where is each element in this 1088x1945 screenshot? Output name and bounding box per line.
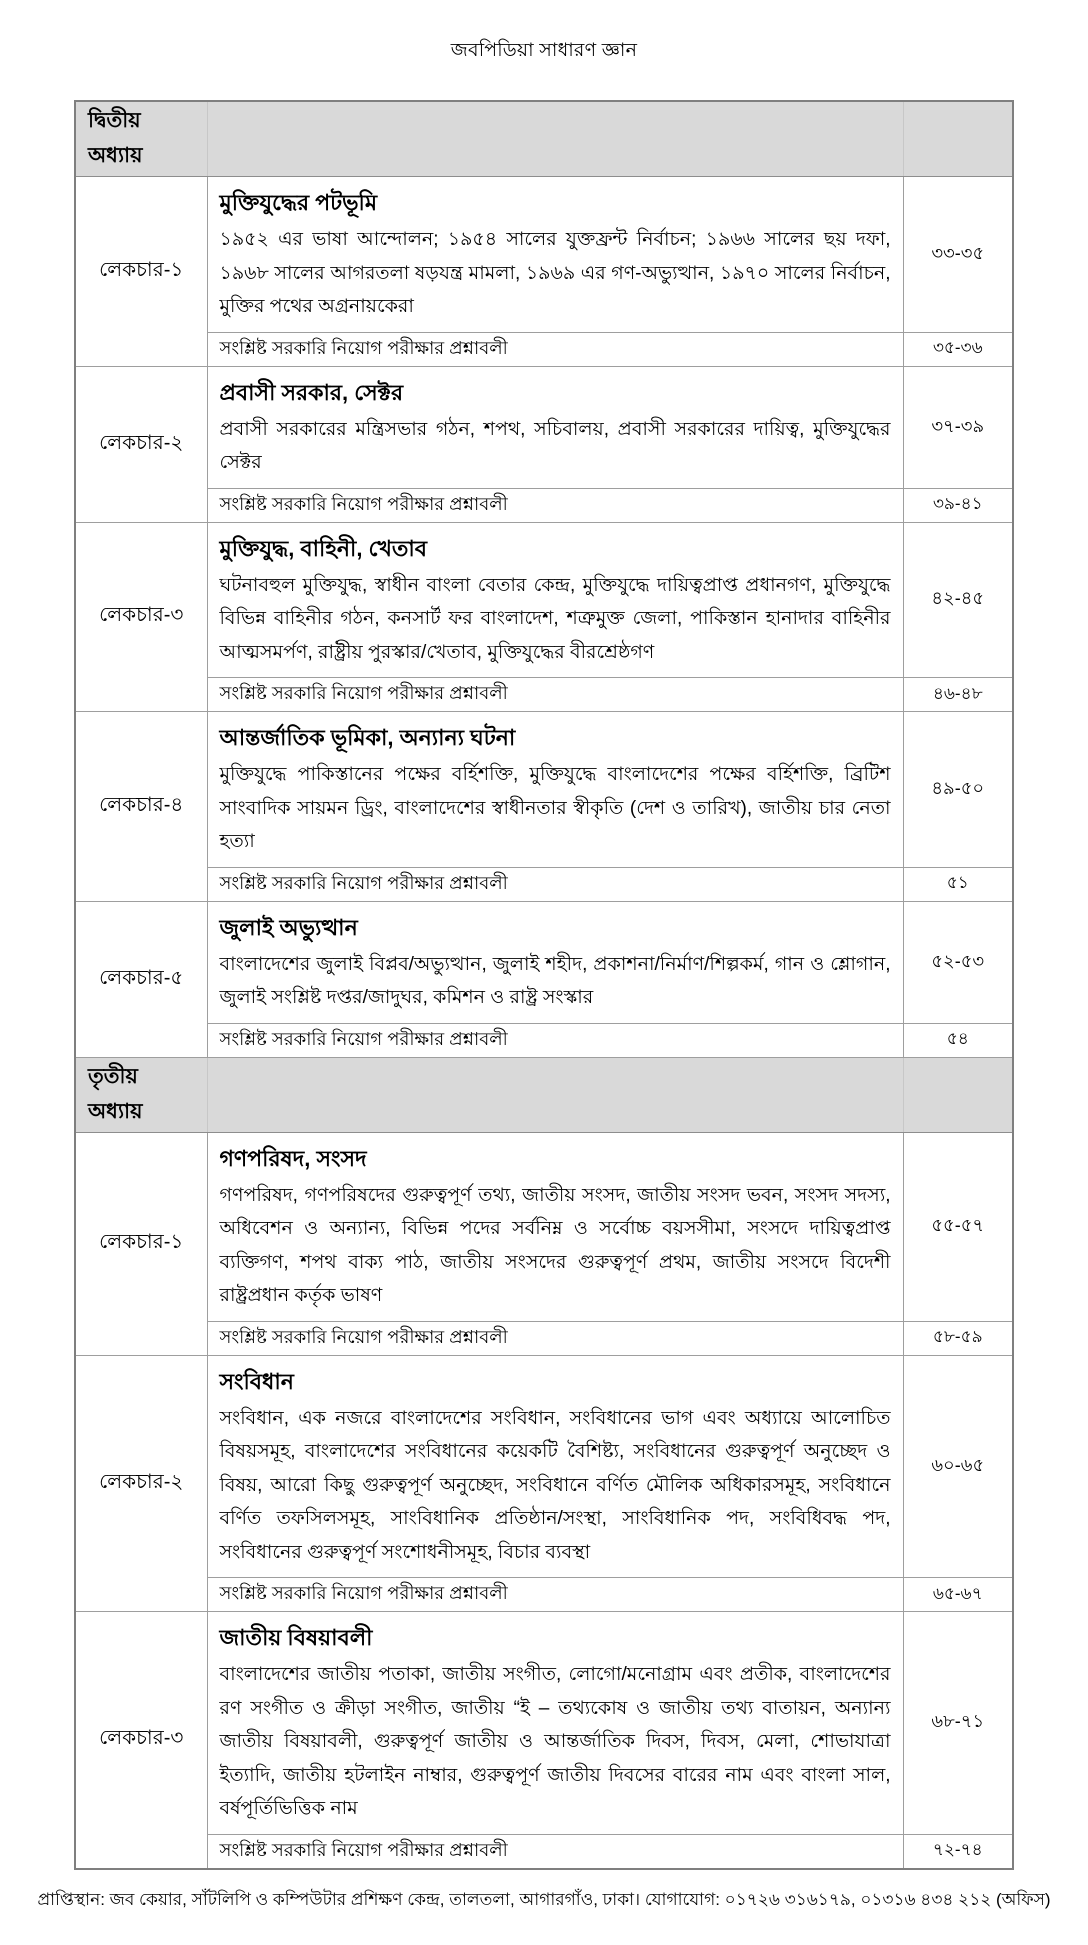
related-questions-label: সংশ্লিষ্ট সরকারি নিয়োগ পরীক্ষার প্রশ্নাবলী [207,1023,903,1057]
lecture-label: লেকচার-৫ [75,901,207,1057]
related-questions-label: সংশ্লিষ্ট সরকারি নিয়োগ পরীক্ষার প্রশ্নাবলী [207,1321,903,1355]
topic-cell [207,1612,903,1835]
related-page-range: ৪৬-৪৮ [903,678,1013,712]
related-questions-row [75,488,1013,522]
lecture-row [75,177,1013,333]
related-questions-label: সংশ্লিষ্ট সরকারি নিয়োগ পরীক্ষার প্রশ্নাবলী [207,678,903,712]
topic-description: বাংলাদেশের জাতীয় পতাকা, জাতীয় সংগীত, লোগো/মনোগ্রাম এবং প্রতীক, বাংলাদেশের রণ সংগীত ও ক্রীড়া সংগীত, জাতীয় “ই – তথ্যকোষ ও জাতীয় তথ্য বাতায়ন, অন্যান্য জাতীয় বিষয়াবলী, গুরুত্বপূর্ণ জাতীয় ও আন্তর্জাতিক দিবস, দিবস, মেলা, শোভাযাত্রা ইত্যাদি, জাতীয় হটলাইন নাম্বার, গুরুত্বপূর্ণ জাতীয় দিবসের বারের নাম এবং বাংলা সাল, বর্ষপূর্তিভিত্তিক নাম [219,1664,891,1819]
topic-cell [207,1355,903,1578]
chapter-title: দ্বিতীয় অধ্যায় [75,101,207,177]
lecture-row [75,712,1013,868]
lecture-label: লেকচার-৪ [75,712,207,902]
related-page-range: ৫৪ [903,1023,1013,1057]
related-questions-row [75,1834,1013,1869]
topic-description: প্রবাসী সরকারের মন্ত্রিসভার গঠন, শপথ, সচিবালয়, প্রবাসী সরকারের দায়িত্ব, মুক্তিযুদ্ধের সেক্টর [219,418,891,473]
topic-cell [207,712,903,868]
related-page-range: ৬৫-৬৭ [903,1578,1013,1612]
related-questions-label: সংশ্লিষ্ট সরকারি নিয়োগ পরীক্ষার প্রশ্নাবলী [207,332,903,366]
related-page-range: ৩৫-৩৬ [903,332,1013,366]
chapter-header-row [75,1057,1013,1132]
footer-note: প্রাপ্তিস্থান: জব কেয়ার, সাঁটলিপি ও কম্পিউটার প্রশিক্ষণ কেন্দ্র, তালতলা, আগারগাঁও, ঢাকা। যোগাযোগ: ০১৭২৬ ৩১৬১৭৯, ০১৩১৬ ৪৩৪ ২১২ (অফিস) [37,1889,1051,1909]
lecture-label: লেকচার-১ [75,1132,207,1355]
topic-title: প্রবাসী সরকার, সেক্টর [219,379,404,405]
related-page-range: ৫১ [903,867,1013,901]
lecture-row [75,1612,1013,1835]
topic-description: সংবিধান, এক নজরে বাংলাদেশের সংবিধান, সংবিধানের ভাগ এবং অধ্যায়ে আলোচিত বিষয়সমূহ, বাংলাদেশের সংবিধানের কয়েকটি বৈশিষ্ট্য, সংবিধানের গুরুত্বপূর্ণ অনুচ্ছেদ ও বিষয়, আরো কিছু গুরুত্বপূর্ণ অনুচ্ছেদ, সংবিধানে বর্ণিত মৌলিক অধিকারসমূহ, সংবিধানে বর্ণিত তফসিলসমূহ, সাংবিধানিক প্রতিষ্ঠান/সংস্থা, সাংবিধানিক পদ, সংবিধিবদ্ধ পদ, সংবিধানের গুরুত্বপূর্ণ সংশোধনীসমূহ, বিচার ব্যবস্থা [219,1407,891,1563]
topic-description: মুক্তিযুদ্ধে পাকিস্তানের পক্ষের বর্হিশক্তি, মুক্তিযুদ্ধে বাংলাদেশের পক্ষের বর্হিশক্তি, ব্রিটিশ সাংবাদিক সায়মন ড্রিং, বাংলাদেশের স্বাধীনতার স্বীকৃতি (দেশ ও তারিখ), জাতীয় চার নেতা হত্যা [219,764,891,852]
related-questions-label: সংশ্লিষ্ট সরকারি নিয়োগ পরীক্ষার প্রশ্নাবলী [207,1834,903,1869]
topic-title: সংবিধান [219,1368,294,1394]
page-range: ৫৫-৫৭ [903,1132,1013,1321]
topic-cell [207,177,903,333]
lecture-label: লেকচার-১ [75,177,207,367]
topic-title: জাতীয় বিষয়াবলী [219,1625,373,1650]
related-questions-row [75,1023,1013,1057]
topic-description: গণপরিষদ, গণপরিষদের গুরুত্বপূর্ণ তথ্য, জাতীয় সংসদ, জাতীয় সংসদ ভবন, সংসদ সদস্য, অধিবেশন ও অন্যান্য, বিভিন্ন পদের সর্বনিম্ন ও সর্বোচ্চ বয়সসীমা, সংসদে দায়িত্বপ্রাপ্ত ব্যক্তিগণ, শপথ বাক্য পাঠ, জাতীয় সংসদের গুরুত্বপূর্ণ প্রথম, জাতীয় সংসদে বিদেশী রাষ্ট্রপ্রধান কর্তৃক ভাষণ [219,1184,891,1306]
lecture-label: লেকচার-৩ [75,522,207,712]
chapter-header-spacer [207,1057,903,1132]
lecture-label: লেকচার-২ [75,366,207,522]
lecture-row [75,522,1013,678]
related-page-range: ৫৮-৫৯ [903,1321,1013,1355]
chapter-header-row [75,101,1013,177]
related-questions-label: সংশ্লিষ্ট সরকারি নিয়োগ পরীক্ষার প্রশ্নাবলী [207,488,903,522]
related-questions-label: সংশ্লিষ্ট সরকারি নিয়োগ পরীক্ষার প্রশ্নাবলী [207,867,903,901]
related-page-range: ৩৯-৪১ [903,488,1013,522]
related-page-range: ৭২-৭৪ [903,1834,1013,1869]
topic-cell [207,901,903,1023]
page-range: ৩৭-৩৯ [903,366,1013,488]
chapter-header-spacer [903,1057,1013,1132]
page-range: ৬৮-৭১ [903,1612,1013,1835]
lecture-label: লেকচার-৩ [75,1612,207,1869]
topic-title: জুলাই অভ্যুত্থান [219,914,358,940]
related-questions-label: সংশ্লিষ্ট সরকারি নিয়োগ পরীক্ষার প্রশ্নাবলী [207,1578,903,1612]
topic-title: গণপরিষদ, সংসদ [219,1145,367,1171]
topic-cell [207,366,903,488]
topic-description: বাংলাদেশের জুলাই বিপ্লব/অভ্যুত্থান, জুলাই শহীদ, প্রকাশনা/নির্মাণ/শিল্পকর্ম, গান ও শ্লোগান, জুলাই সংশ্লিষ্ট দপ্তর/জাদুঘর, কমিশন ও রাষ্ট্র সংস্কার [219,953,891,1008]
related-questions-row [75,867,1013,901]
lecture-row [75,1355,1013,1578]
topic-description: ১৯৫২ এর ভাষা আন্দোলন; ১৯৫৪ সালের যুক্তফ্রন্ট নির্বাচন; ১৯৬৬ সালের ছয় দফা, ১৯৬৮ সালের আগরতলা ষড়যন্ত্র মামলা, ১৯৬৯ এর গণ-অভ্যুত্থান, ১৯৭০ সালের নির্বাচন, মুক্তির পথের অগ্রনায়কেরা [219,229,891,317]
related-questions-row [75,332,1013,366]
page-range: ৪২-৪৫ [903,522,1013,678]
lecture-row [75,901,1013,1023]
page-title: জবপিডিয়া সাধারণ জ্ঞান [450,40,638,61]
chapter-title: তৃতীয় অধ্যায় [75,1057,207,1132]
related-questions-row [75,1321,1013,1355]
page-range: ৩৩-৩৫ [903,177,1013,333]
topic-cell [207,522,903,678]
related-questions-row [75,1578,1013,1612]
page-range: ৫২-৫৩ [903,901,1013,1023]
related-questions-row [75,678,1013,712]
topic-cell [207,1132,903,1321]
lecture-label: লেকচার-২ [75,1355,207,1612]
page-range: ৬০-৬৫ [903,1355,1013,1578]
chapter-header-spacer [207,101,903,177]
lecture-row [75,366,1013,488]
page-range: ৪৯-৫০ [903,712,1013,868]
topic-title: আন্তর্জাতিক ভূমিকা, অন্যান্য ঘটনা [219,725,516,750]
topic-title: মুক্তিযুদ্ধ, বাহিনী, খেতাব [219,535,428,561]
lecture-row [75,1132,1013,1321]
topic-title: মুক্তিযুদ্ধের পটভূমি [219,190,378,215]
chapter-header-spacer [903,101,1013,177]
topic-description: ঘটনাবহুল মুক্তিযুদ্ধ, স্বাধীন বাংলা বেতার কেন্দ্র, মুক্তিযুদ্ধে দায়িত্বপ্রাপ্ত প্রধানগণ, মুক্তিযুদ্ধে বিভিন্ন বাহিনীর গঠন, কনসার্ট ফর বাংলাদেশ, শত্রুমুক্ত জেলা, পাকিস্তান হানাদার বাহিনীর আত্মসমর্পণ, রাষ্ট্রীয় পুরস্কার/খেতাব, মুক্তিযুদ্ধের বীরশ্রেষ্ঠগণ [219,574,891,663]
contents-table [74,100,1014,1870]
